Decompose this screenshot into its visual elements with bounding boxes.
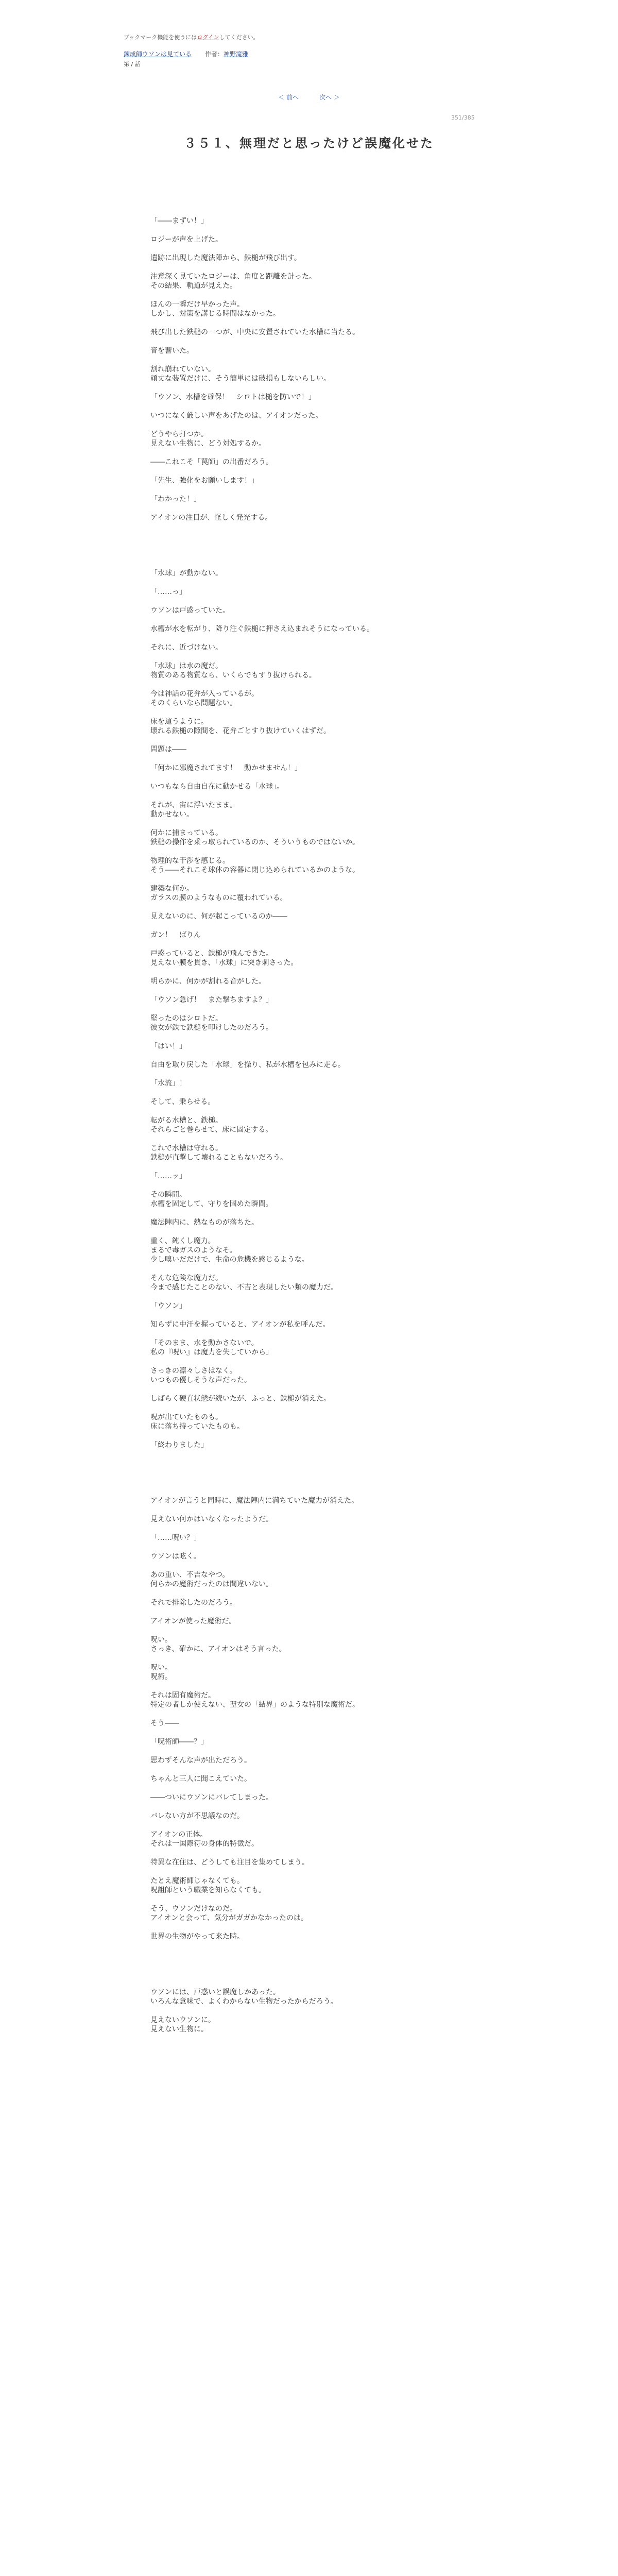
body-paragraph: 自由を取り戻した「水球」を操り、私が水槽を包みに走る。 [150,1061,345,1069]
body-paragraph: それは固有魔術だ。 特定の者しか使えない、聖女の「結界」のような特別な魔術だ。 [150,1691,359,1709]
body-paragraph: その瞬間。 水槽を固定して、守りを固めた瞬間。 [150,1191,273,1208]
body-paragraph: たとえ魔術師じゃなくても。 呪詛師という職業を知らなくても。 [150,1877,266,1894]
body-paragraph: ――ついにウソンにバレてしまった。 [150,1793,273,1802]
body-paragraph: ウソンは呟く。 [150,1552,201,1561]
body-paragraph: 「……っ」 [150,588,186,596]
body-paragraph: 世界の生物がやって来た時。 [150,1933,244,1941]
body-paragraph: 割れ崩れていない。 頑丈な装置だけに、そう簡単には破損もしないらしい。 [150,365,331,383]
body-paragraph: 「はい！」 [150,1042,186,1050]
body-paragraph: 戸惑っていると、鉄槌が飛んできた。 見えない膜を貫き、「水球」に突き刺さった。 [150,950,298,967]
body-paragraph: 問題は―― [150,745,186,754]
chapter-body [150,216,470,2043]
body-paragraph: 「水球」は水の魔だ。 物質のある物質なら、いくらでもすり抜けられる。 [150,662,316,680]
body-paragraph: 見えないウソンに。 見えない生物に。 [150,2016,215,2033]
body-paragraph: 呪い。 呪術。 [150,1664,172,1681]
body-paragraph: アイオンが言うと同時に、魔法陣内に満ちていた魔力が消えた。 [150,1497,359,1505]
body-paragraph: 魔法陣内に、熱なものが落ちた。 [150,1218,259,1227]
page-position: 351/385 [451,114,475,121]
body-paragraph: それで排除したのだろう。 [150,1599,237,1607]
body-paragraph: しばらく硬直状態が続いたが、ふっと、鉄槌が消えた。 [150,1395,331,1403]
body-paragraph: 「先生、強化をお願いします！」 [150,477,259,485]
body-paragraph: さっきの凛々しさはなく。 いつもの優しそうな声だった。 [150,1367,251,1384]
body-paragraph: 「わかった！」 [150,495,201,503]
body-paragraph: 「呪術師――？」 [150,1738,208,1746]
body-paragraph: 「ウソン、水槽を確保！ シロトは槌を防いで！」 [150,393,316,401]
body-paragraph: ロジーが声を上げた。 [150,235,222,244]
body-paragraph: 飛び出した鉄槌の一つが、中央に安置されていた水槽に当たる。 [150,328,359,336]
body-paragraph: それが、宙に浮いたまま。 動かせない。 [150,801,237,819]
body-paragraph: 遺跡に出現した魔法陣から、鉄槌が飛び出す。 [150,254,301,262]
body-paragraph: そう、ウソンだけなのだ。 アイオンと会って、気分がガガかなかったのは。 [150,1905,308,1922]
body-paragraph: 床を這うように。 壊れる鉄槌の隙間を、花弁ごとすり抜けていくはずだ。 [150,718,331,735]
body-paragraph: 「……呪い？」 [150,1534,201,1542]
body-paragraph: 「ウソン急げ！ また撃ちますよ？」 [150,996,273,1004]
notice-suffix: してください。 [219,34,259,41]
chapter-title: ３５１、無理だと思ったけど誤魔化せた [184,136,434,150]
body-paragraph: 転がる水槽と、鉄槌。 それらごと巻らせて、床に固定する。 [150,1116,273,1134]
body-paragraph: ガン！ ばりん [150,931,201,939]
body-paragraph: あの重い、不吉なやつ。 何らかの魔術だったのは間違いない。 [150,1571,273,1588]
body-paragraph: アイオンが使った魔術だ。 [150,1617,236,1625]
author-link[interactable]: 神野滝雅 [224,50,249,58]
body-paragraph: 思わずそんな声が出ただろう。 [150,1756,251,1765]
body-paragraph: 今は神話の花弁が入っているが。 そのくらいなら問題ない。 [150,690,259,707]
body-paragraph: ウソンには、戸惑いと誤魔しかあった。 いろんな意味で、よくわからない生物だったからだろう。 [150,1988,338,2006]
body-paragraph: アイオンの注目が、怪しく発光する。 [150,514,272,522]
body-paragraph: いつになく厳しい声をあげたのは、アイオンだった。 [150,412,323,420]
body-paragraph: ちゃんと三人に聞こえていた。 [150,1775,251,1783]
body-paragraph: バレない方が不思議なのだ。 [150,1812,244,1820]
body-paragraph: 「ウソン」 [150,1302,186,1310]
next-chapter-link[interactable]: 次へ ＞ [319,94,340,101]
author-label: 作者： [205,50,224,58]
body-paragraph: 物理的な干渉を感じる。 そう――それこそ球体の容器に閉じ込められているかのような。 [150,857,359,874]
body-paragraph: 「水流」！ [150,1079,186,1088]
body-paragraph: そんな危険な魔力だ。 今まで感じたことのない、不吉と表現したい類の魔力だ。 [150,1274,338,1292]
body-paragraph: ほんの一瞬だけ早かった声。 しかし、対策を講じる時間はなかった。 [150,300,280,318]
body-paragraph: 見えないのに、何が起こっているのか―― [150,912,287,921]
body-paragraph: 水槽が水を転がり、降り注ぐ鉄槌に押さえ込まれそうになっている。 [150,625,374,633]
login-link[interactable]: ログイン [197,34,219,41]
body-paragraph: 見えない何かはいなくなったようだ。 [150,1515,273,1523]
notice-prefix: ブックマーク機能を使うには [124,34,197,41]
body-paragraph: 「水球」が動かない。 [150,569,222,578]
body-paragraph: 特異な在住は、どうしても注目を集めてしまう。 [150,1858,309,1867]
body-paragraph: これで水槽は守れる。 鉄槌が直撃して壊れることもないだろう。 [150,1144,287,1162]
body-paragraph: 建築な何か。 ガラスの膜のようなものに覆われている。 [150,885,287,902]
body-paragraph: そして、乗らせる。 [150,1098,215,1106]
chapter-counter: 第 / 話 [124,61,141,67]
body-paragraph: 「終わりました」 [150,1441,208,1449]
body-paragraph: どうやら打つか。 見えない生物に、どう対処するか。 [150,430,266,448]
body-paragraph: ――これこそ「罠師」の出番だろう。 [150,458,273,466]
body-paragraph: いつもなら自由自在に動かせる「水球」。 [150,783,284,791]
body-paragraph: 「何かに邪魔されてます！ 動かせません！」 [150,764,302,772]
body-paragraph: 堅ったのはシロトだ。 彼女が鉄で鉄槌を叩けしたのだろう。 [150,1014,273,1032]
prev-chapter-link[interactable]: ＜ 前へ [278,94,299,101]
body-paragraph: 「……ッ」 [150,1172,186,1180]
body-paragraph: 知らずに中汗を握っていると、アイオンが私を呼んだ。 [150,1320,330,1329]
body-paragraph: 注意深く見ていたロジーは、角度と距離を計った。 その結果、軌道が見えた。 [150,273,316,290]
series-title-link[interactable]: 錬成師ウソンは見ている [124,50,192,58]
series-info [124,49,248,58]
login-notice [124,33,259,41]
body-paragraph: それに、近づけない。 [150,643,222,652]
body-paragraph: 何かに捕まっている。 鉄槌の操作を乗っ取られているのか、そういうものではないか。 [150,829,359,846]
body-paragraph: 明らかに、何かが割れる音がした。 [150,977,266,986]
body-paragraph: 呪が出ていたものも。 床に落ち持っていたものも。 [150,1413,244,1431]
body-paragraph: 重く、鈍くし魔力。 まるで毒ガスのようなそ。 少し嗅いだだけで、生命の危機を感じるような。 [150,1237,309,1264]
chapter-pager [0,93,618,101]
body-paragraph: 呪い。 さっき、確かに、アイオンはそう言った。 [150,1636,286,1653]
body-paragraph: アイオンの正体。 それは一国際符の身体的特徴だ。 [150,1831,259,1848]
body-paragraph: 「そのまま、水を動かさないで。 私の『呪い』は魔力を失していから」 [150,1339,273,1357]
body-paragraph: そう―― [150,1719,179,1727]
body-paragraph: 「――まずい！」 [150,217,208,225]
body-paragraph: 音を響いた。 [150,347,194,355]
body-paragraph: ウソンは戸惑っていた。 [150,606,230,615]
